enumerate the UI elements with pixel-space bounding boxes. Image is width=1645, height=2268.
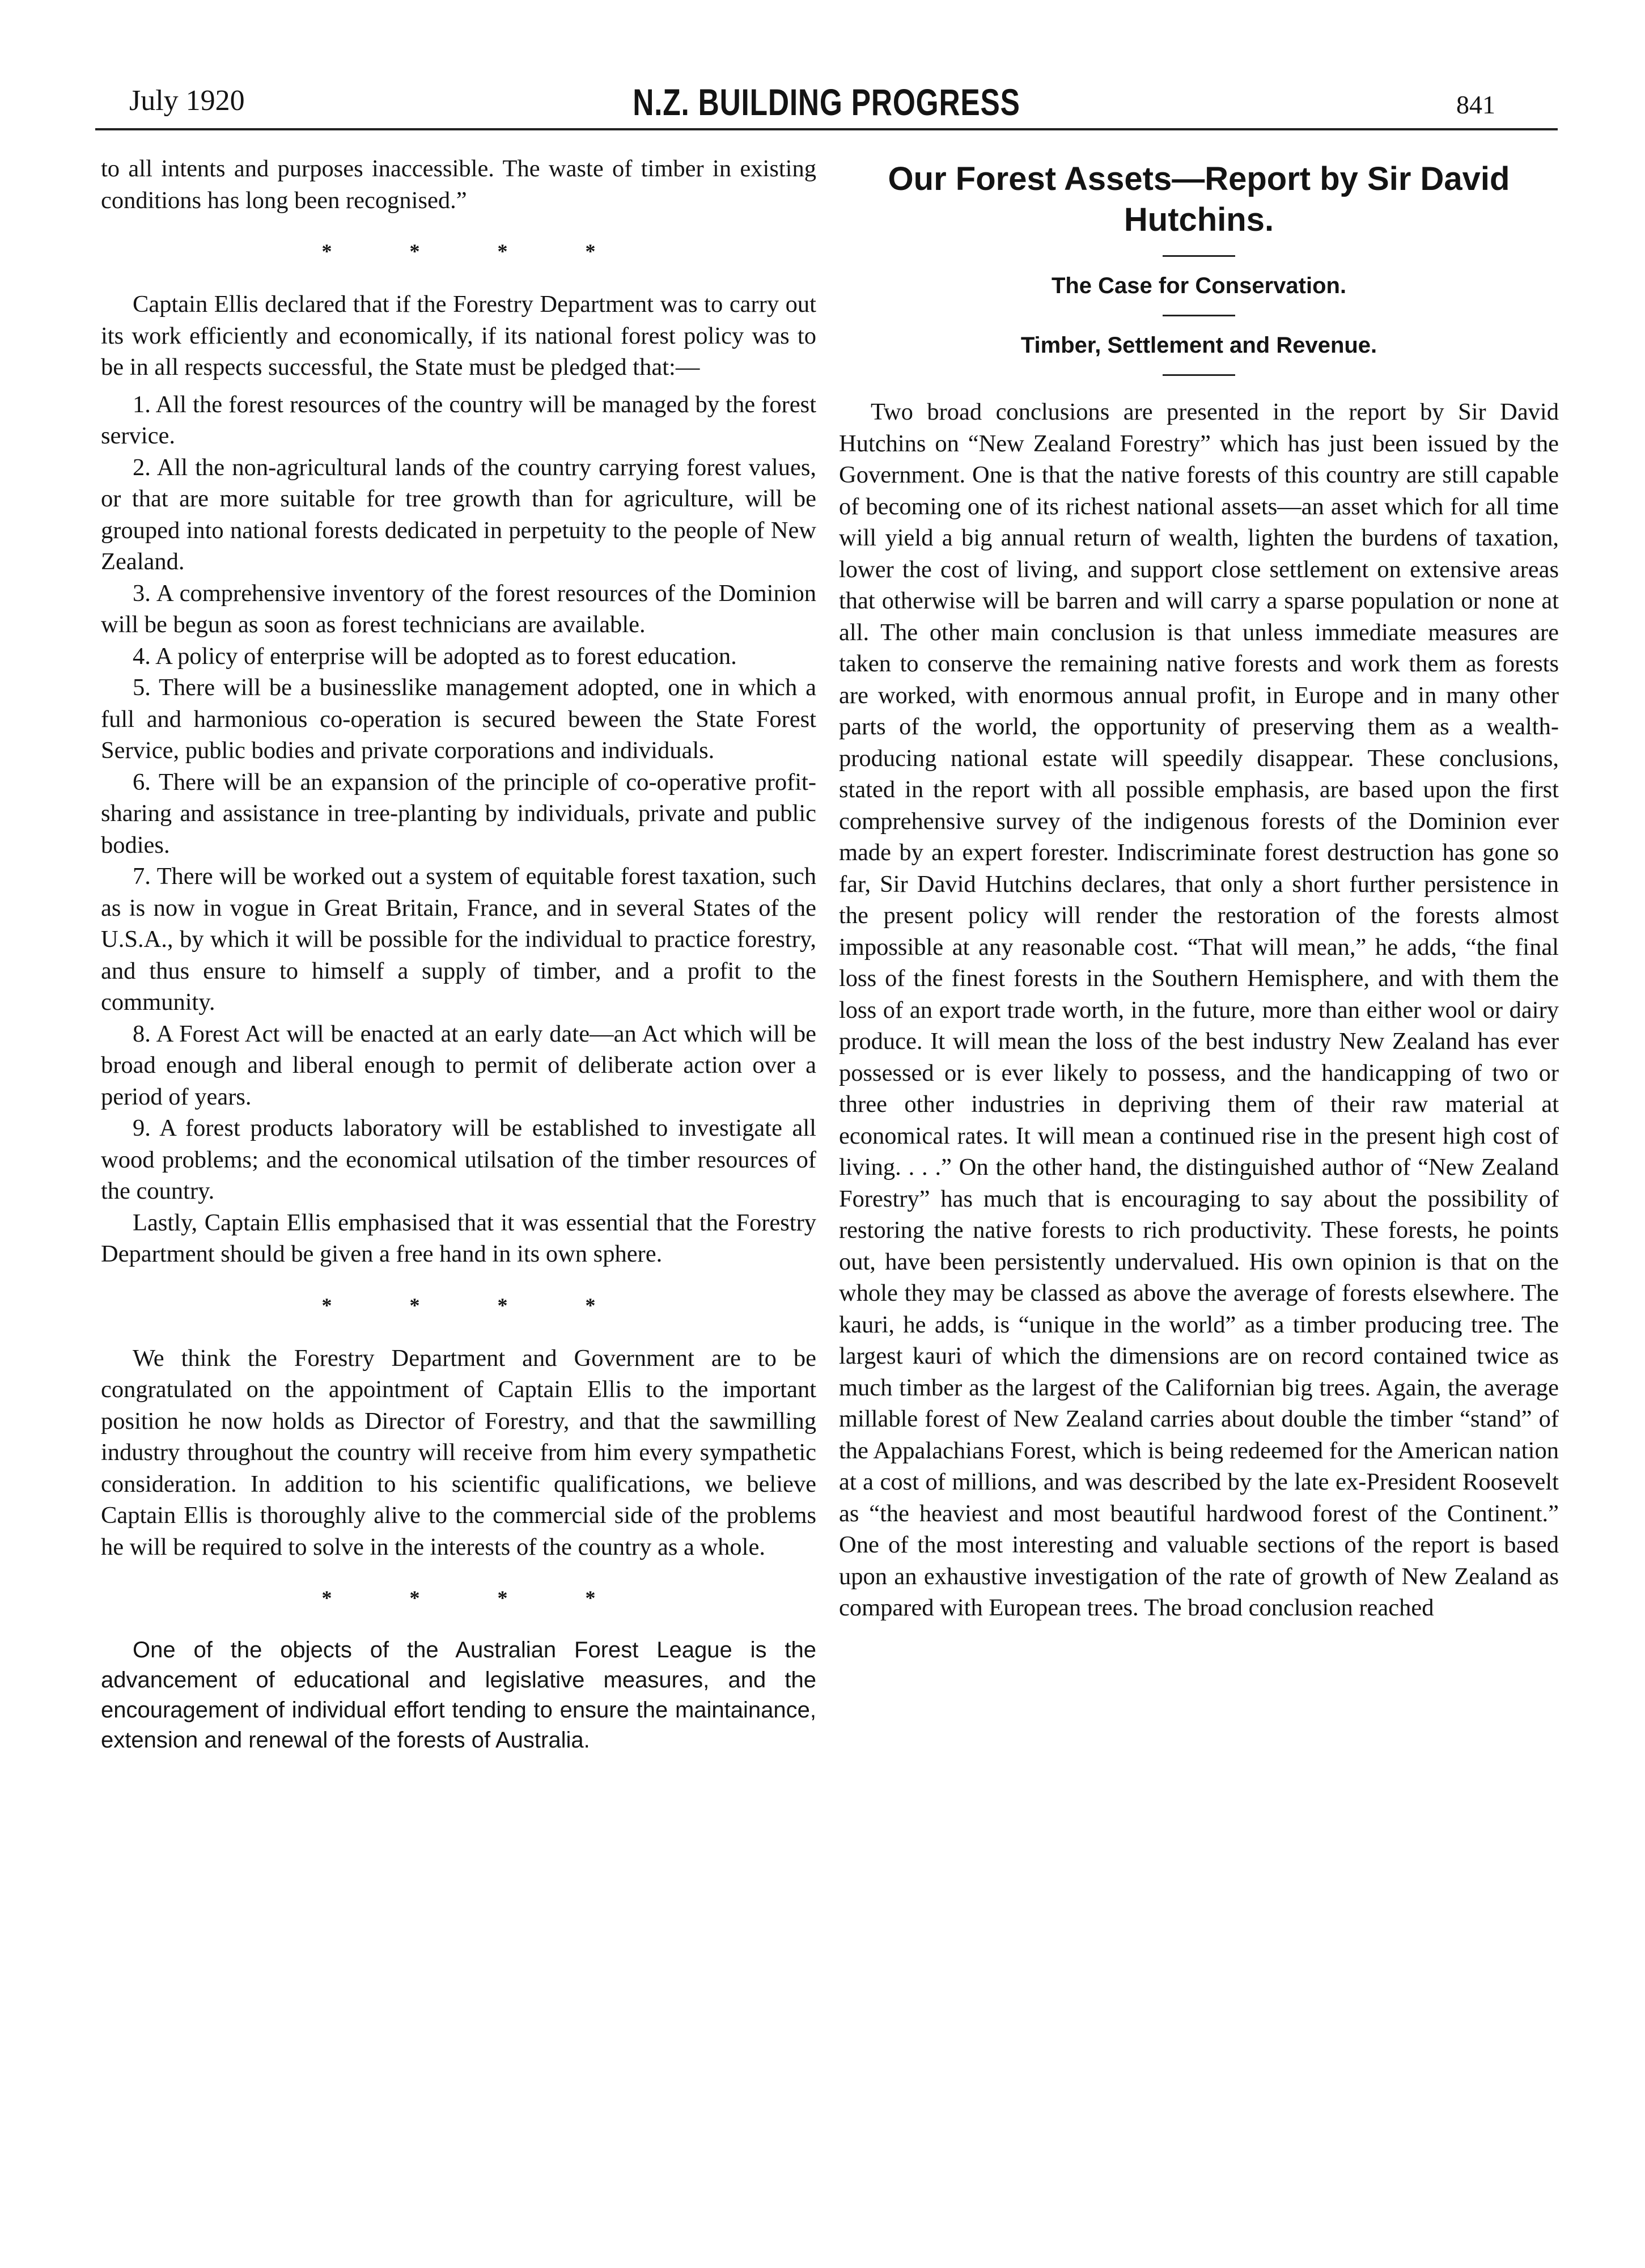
title-rule	[1163, 255, 1235, 257]
right-column	[839, 153, 1559, 1624]
paragraph-continued: to all intents and purposes inaccessible. The waste of timber in existing conditions has long been recognised.”	[101, 155, 816, 214]
issue-date: July 1920	[129, 84, 245, 117]
page-number: 841	[1456, 90, 1495, 119]
paragraph-lastly: Lastly, Captain Ellis emphasised that it was essential that the Forestry Department should be given a free hand in its own sphere.	[101, 1209, 816, 1267]
page-header	[95, 79, 1558, 132]
paragraph-editorial: We think the Forestry Department and Government are to be congratulated on the appointment of Captain Ellis to the important position he now holds as Director of Forestry, and that the sawmilling industry throughout the country will receive from him every sympathetic consideration. In addition to his scientific qualifications, we believe Captain Ellis is thoroughly alive to the commercial side of the problems he will be required to solve in the interests of the country as a whole.	[101, 1344, 816, 1560]
publication-title: N.Z. BUILDING PROGRESS	[633, 81, 1020, 123]
article-title: Our Forest Assets—Report by Sir David Hutchins.	[888, 160, 1510, 238]
section-divider: * * * *	[321, 1586, 632, 1609]
list-item: 3. A comprehensive inventory of the forest resources of the Dominion will be begun as soon as forest technicians are available.	[101, 579, 816, 638]
subheading-timber: Timber, Settlement and Revenue.	[1020, 333, 1377, 358]
header-rule	[95, 128, 1558, 130]
list-item: 7. There will be worked out a system of equitable forest taxation, such as is now in vogue in Great Britain, France, and in several States of the U.S.A., by which it will be possible for the individual to practice forestry, and thus ensure to himself a supply of timber, and a profit to the community.	[101, 863, 816, 1015]
left-column	[101, 153, 816, 1755]
list-item: 8. A Forest Act will be enacted at an early date—an Act which will be broad enough and liberal enough to permit of deliberate action over a period of years.	[101, 1020, 816, 1110]
section-divider: * * * *	[321, 240, 632, 263]
list-item: 2. All the non-agricultural lands of the country carrying forest values, or that are more suitable for tree growth than for agriculture, will be grouped into national forests dedicated in perpetuity to the people of New Zealand.	[101, 454, 816, 575]
list-item: 6. There will be an expansion of the principle of co-operative profit-sharing and assistance in tree-planting by individuals, private and public bodies.	[101, 768, 816, 858]
section-divider: * * * *	[321, 1293, 632, 1317]
subheading-conservation: The Case for Conservation.	[1051, 273, 1347, 298]
subheading-rule	[1163, 374, 1235, 376]
list-item: 5. There will be a businesslike management adopted, one in which a full and harmonious co-operation is secured beween the State Forest Service, public bodies and private corporations and individuals.	[101, 674, 816, 764]
subheading-rule	[1163, 315, 1235, 316]
paragraph-forest-league: One of the objects of the Australian Forest League is the advancement of educational and legislative measures, and the encouragement of individual effort tending to ensure the maintainance, extension and renewal of the forests of Australia.	[101, 1637, 816, 1753]
list-item: 4. A policy of enterprise will be adopted as to forest education.	[133, 642, 737, 670]
paragraph-ellis-declared: Captain Ellis declared that if the Forestry Department was to carry out its work efficiently and economically, if its national forest policy was to be in all respects successful, the State must be pledged that:—	[101, 291, 816, 380]
list-item: 1. All the forest resources of the country will be managed by the forest service.	[101, 391, 816, 449]
article-body: Two broad conclusions are presented in the report by Sir David Hutchins on “New Zealand Forestry” which has just been issued by the Government. One is that the native forests of this country are still capable of becoming one of its richest national assets—an asset which for all time will yield a big annual return of wealth, lighten the burdens of taxation, lower the cost of living, and support close settlement on extensive areas that otherwise will be barren and will carry a sparse population or none at all. The other main conclusion is that unless immediate measures are taken to conserve the remaining native forests and work them as forests are worked, with enormous annual profit, in Europe and in many other parts of the world, the opportunity of preserving them as a wealth-producing national estate will speedily disappear. These conclusions, stated in the report with all possible emphasis, are based upon the first comprehensive survey of the indigenous forests of the Dominion ever made by an expert forester. Indiscriminate forest destruction has gone so far, Sir David Hutchins declares, that only a short further persistence in the present policy will render the restoration of the forests almost impossible at any reasonable cost. “That will mean,” he adds, “the final loss of the finest forests in the Southern Hemisphere, and with them the loss of an export trade worth, in the future, more than either wool or dairy produce. It will mean the loss of the best industry New Zealand has ever possessed or is ever likely to possess, and the handicapping of two or three other industries in depriving them of their raw material at economical rates. It will mean a continued rise in the present high cost of living. . . .” On the other hand, the distinguished author of “New Zealand Forestry” has much that is encouraging to say about the possibility of restoring the native forests to rich productivity. These forests, he points out, have been persistently undervalued. His own opinion is that on the whole they may be classed as above the average of forests elsewhere. The kauri, he adds, is “unique in the world” as a timber producing tree. The largest kauri of which the dimensions are on record contained twice as much timber as the largest of the Californian big trees. Again, the average millable forest of New Zealand carries about double the timber “stand” of the Appalachians Forest, which is being redeemed for the American nation at a cost of millions, and was described by the late ex-President Roosevelt as “the heaviest and most beautiful hardwood forest of the Continent.” One of the most interesting and valuable sections of the report is based upon an exhaustive investigation of the rate of growth of New Zealand as compared with European trees. The broad conclusion reached	[839, 399, 1559, 1621]
list-item: 9. A forest products laboratory will be established to investigate all wood problems; and the economical utilsation of the timber resources of the country.	[101, 1115, 816, 1204]
